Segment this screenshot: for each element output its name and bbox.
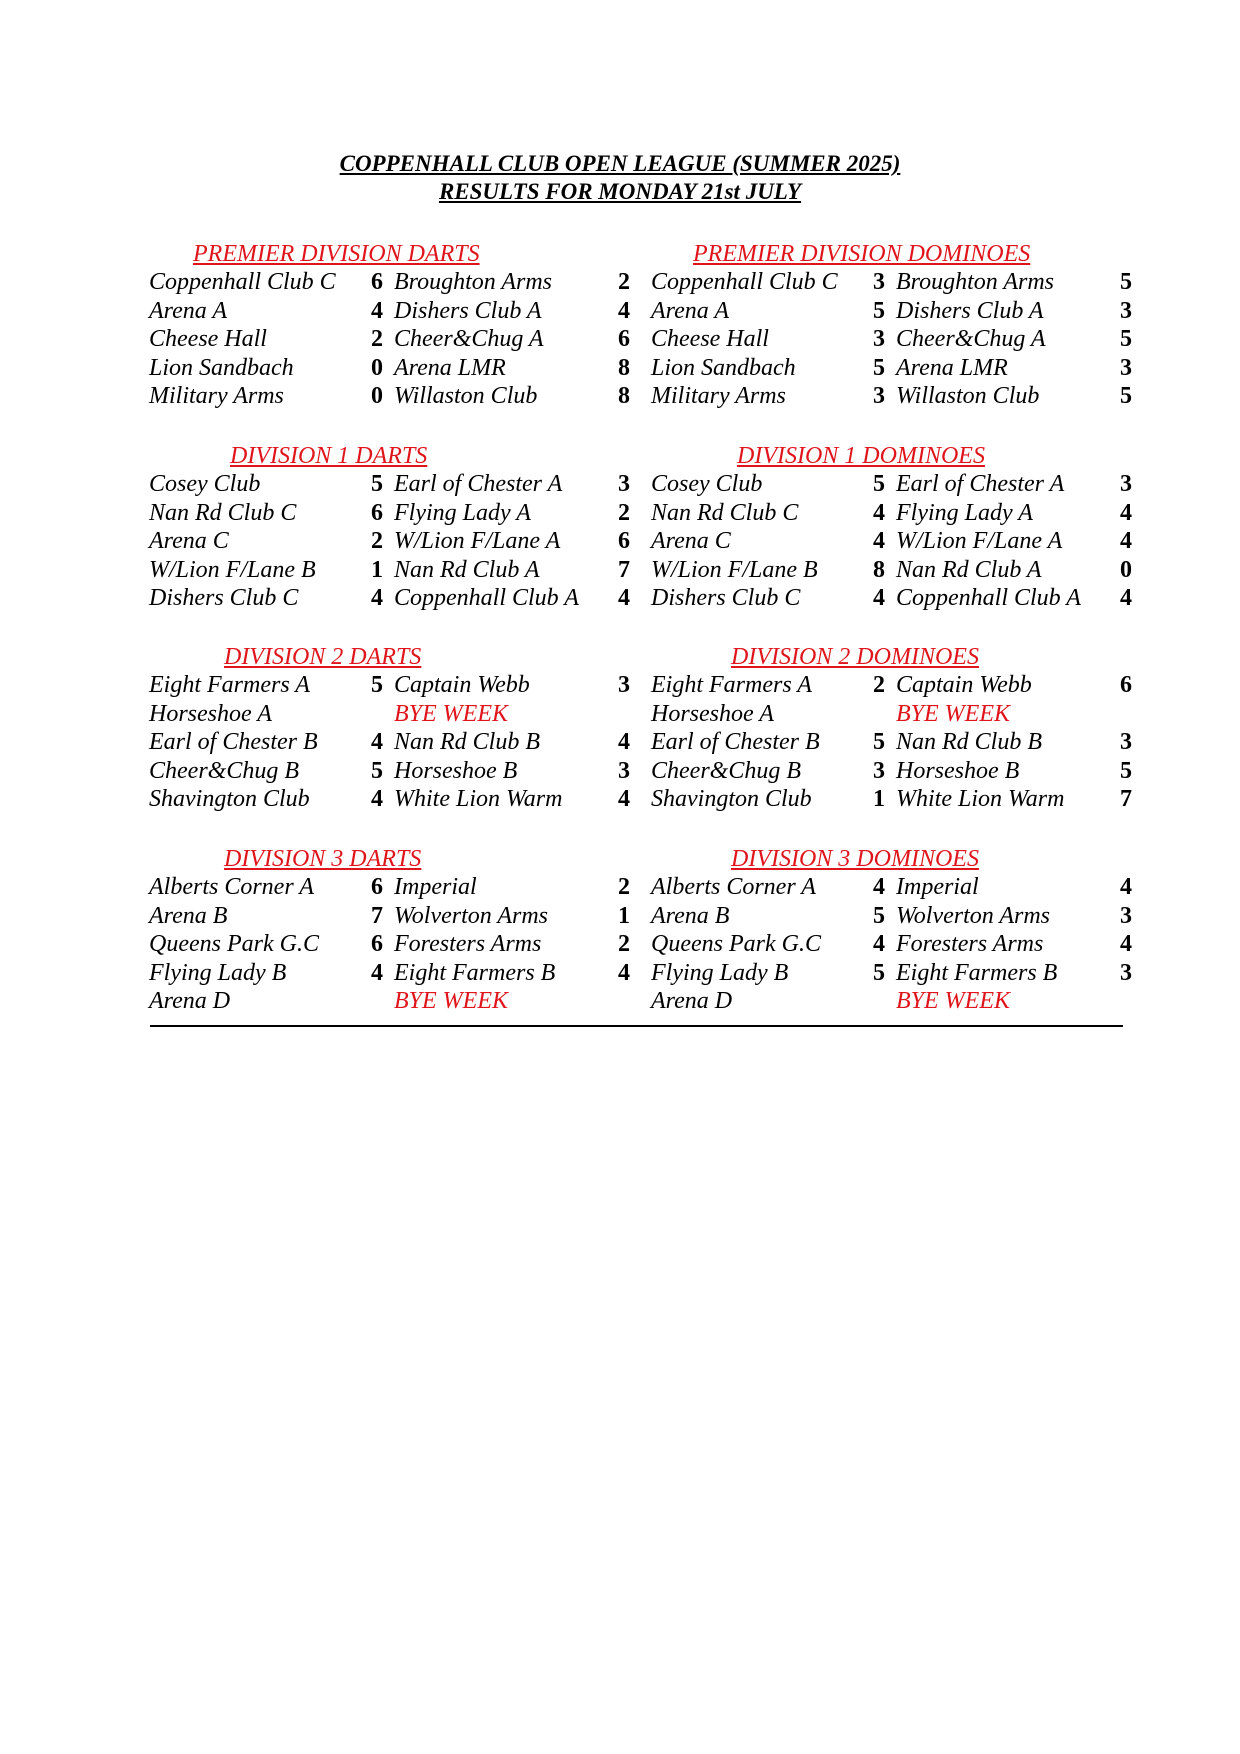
home-score: 3 [873, 269, 885, 295]
fixture-row [149, 959, 639, 988]
fixture-row [651, 700, 1141, 729]
home-score: 1 [371, 556, 383, 583]
home-team: Arena C [651, 528, 731, 555]
away-score: 5 [1120, 757, 1132, 784]
home-team: Arena B [149, 902, 228, 929]
fixture-list [651, 268, 1141, 411]
fixture-row [651, 297, 1141, 326]
home-score: 6 [371, 499, 383, 526]
away-team: Nan Rd Club B [896, 729, 1043, 756]
fixture-row [149, 987, 639, 1016]
fixture-row [149, 527, 639, 556]
home-team: Cheer&Chug B [651, 757, 801, 784]
home-score: 4 [873, 585, 885, 612]
fixture-row [651, 959, 1141, 988]
away-score: 5 [1120, 383, 1132, 410]
home-team: Lion Sandbach [651, 354, 796, 381]
home-team: Earl of Chester B [651, 729, 820, 756]
away-score: 6 [618, 326, 630, 353]
fixture-list [651, 470, 1141, 613]
home-score: 4 [873, 931, 885, 958]
home-team: Eight Farmers A [149, 672, 310, 698]
darts-division-heading: DIVISION 3 DARTS [224, 846, 422, 872]
away-team: Wolverton Arms [896, 902, 1051, 929]
fixture-row [651, 556, 1141, 585]
fixture-row [651, 325, 1141, 354]
fixture-row [149, 470, 639, 499]
away-score: 4 [1120, 499, 1132, 526]
home-team: W/Lion F/Lane B [149, 556, 316, 583]
home-team: Queens Park G.C [149, 931, 319, 958]
fixture-list [651, 671, 1141, 814]
home-score: 6 [371, 269, 383, 295]
away-score: 2 [618, 499, 630, 526]
fixture-row [149, 671, 639, 700]
home-score: 4 [371, 729, 383, 756]
away-team: White Lion Warm [896, 786, 1065, 813]
home-score: 5 [873, 354, 885, 381]
darts-division-heading: DIVISION 2 DARTS [224, 644, 422, 670]
away-score: 8 [618, 383, 630, 410]
away-team: Cheer&Chug A [394, 326, 544, 353]
away-score: 7 [1120, 786, 1132, 813]
away-score: 4 [618, 297, 630, 324]
away-score: 7 [618, 556, 630, 583]
away-score: 4 [618, 729, 630, 756]
fixture-row [651, 987, 1141, 1016]
away-team: Earl of Chester A [394, 471, 563, 497]
away-team: Coppenhall Club A [394, 585, 579, 612]
away-team: White Lion Warm [394, 786, 563, 813]
fixture-row [651, 757, 1141, 786]
away-score: 3 [1120, 354, 1132, 381]
home-score: 2 [371, 326, 383, 353]
fixture-row [651, 902, 1141, 931]
away-team: Nan Rd Club A [896, 556, 1042, 583]
home-team: Alberts Corner A [651, 874, 816, 900]
fixture-row [149, 382, 639, 411]
home-score: 4 [873, 499, 885, 526]
bye-week-label: BYE WEEK [394, 988, 508, 1015]
fixture-list [651, 873, 1141, 1016]
home-team: Arena D [149, 988, 231, 1015]
home-score: 4 [873, 874, 885, 900]
home-team: Cosey Club [651, 471, 763, 497]
home-team: Arena D [651, 988, 733, 1015]
fixture-row [651, 470, 1141, 499]
fixture-row [149, 354, 639, 383]
fixture-row [149, 930, 639, 959]
fixture-row [651, 584, 1141, 613]
away-score: 3 [1120, 902, 1132, 929]
home-team: Dishers Club C [651, 585, 801, 612]
fixture-row [651, 873, 1141, 902]
away-team: Willaston Club [896, 383, 1040, 410]
away-team: W/Lion F/Lane A [896, 528, 1063, 555]
away-score: 3 [618, 757, 630, 784]
away-team: Broughton Arms [896, 269, 1055, 295]
away-team: Broughton Arms [394, 269, 553, 295]
fixture-list [149, 873, 639, 1016]
away-team: Earl of Chester A [896, 471, 1065, 497]
home-score: 5 [873, 902, 885, 929]
home-score: 3 [873, 757, 885, 784]
home-team: Arena A [651, 297, 729, 324]
away-score: 2 [618, 269, 630, 295]
fixture-row [149, 728, 639, 757]
home-team: Alberts Corner A [149, 874, 314, 900]
away-team: W/Lion F/Lane A [394, 528, 561, 555]
away-team: Horseshoe B [896, 757, 1020, 784]
away-team: Flying Lady A [394, 499, 531, 526]
away-score: 1 [618, 902, 630, 929]
away-team: Coppenhall Club A [896, 585, 1081, 612]
away-score: 3 [1120, 297, 1132, 324]
home-score: 0 [371, 383, 383, 410]
home-team: Cheese Hall [149, 326, 267, 353]
bye-week-label: BYE WEEK [896, 988, 1010, 1015]
away-score: 2 [618, 874, 630, 900]
fixture-list [149, 470, 639, 613]
away-score: 4 [1120, 585, 1132, 612]
fixture-list [149, 671, 639, 814]
home-team: Horseshoe A [651, 700, 774, 727]
page-subtitle: RESULTS FOR MONDAY 21st JULY [438, 179, 802, 204]
home-score: 2 [873, 672, 885, 698]
fixture-row [651, 930, 1141, 959]
home-score: 3 [873, 326, 885, 353]
home-score: 0 [371, 354, 383, 381]
away-score: 4 [1120, 874, 1132, 900]
away-team: Dishers Club A [394, 297, 542, 324]
away-team: Cheer&Chug A [896, 326, 1046, 353]
away-score: 6 [618, 528, 630, 555]
home-team: Flying Lady B [651, 959, 789, 986]
bye-week-label: BYE WEEK [896, 700, 1010, 727]
away-score: 6 [1120, 672, 1132, 698]
away-team: Dishers Club A [896, 297, 1044, 324]
dominoes-division-heading: DIVISION 2 DOMINOES [731, 644, 979, 670]
fixture-row [651, 785, 1141, 814]
home-team: Queens Park G.C [651, 931, 821, 958]
dominoes-division-heading: PREMIER DIVISION DOMINOES [693, 241, 1031, 267]
fixture-row [149, 902, 639, 931]
fixture-row [651, 382, 1141, 411]
fixture-row [651, 268, 1141, 297]
away-team: Foresters Arms [394, 931, 542, 958]
fixture-row [149, 297, 639, 326]
away-score: 3 [1120, 959, 1132, 986]
away-score: 3 [618, 471, 630, 497]
fixture-row [651, 671, 1141, 700]
fixture-row [651, 728, 1141, 757]
home-team: Arena B [651, 902, 730, 929]
away-team: Imperial [896, 874, 979, 900]
fixture-row [149, 499, 639, 528]
fixture-row [149, 584, 639, 613]
home-score: 4 [371, 297, 383, 324]
away-team: Nan Rd Club B [394, 729, 541, 756]
home-score: 5 [371, 471, 383, 497]
home-score: 6 [371, 874, 383, 900]
home-team: Military Arms [149, 383, 284, 410]
fixture-row [149, 700, 639, 729]
home-score: 5 [873, 959, 885, 986]
away-score: 5 [1120, 269, 1132, 295]
home-team: Coppenhall Club C [149, 269, 336, 295]
away-score: 0 [1120, 556, 1132, 583]
fixture-row [149, 556, 639, 585]
away-score: 3 [1120, 729, 1132, 756]
fixture-row [651, 527, 1141, 556]
bye-week-label: BYE WEEK [394, 700, 508, 727]
home-score: 2 [371, 528, 383, 555]
away-score: 3 [618, 672, 630, 698]
home-team: Horseshoe A [149, 700, 272, 727]
darts-division-heading: DIVISION 1 DARTS [230, 443, 428, 469]
page-title: COPPENHALL CLUB OPEN LEAGUE (SUMMER 2025) [339, 151, 901, 176]
home-score: 4 [371, 585, 383, 612]
away-team: Captain Webb [896, 672, 1032, 698]
bottom-rule [150, 1025, 1123, 1027]
home-team: Shavington Club [651, 786, 812, 813]
home-team: Earl of Chester B [149, 729, 318, 756]
home-team: Lion Sandbach [149, 354, 294, 381]
away-score: 5 [1120, 326, 1132, 353]
away-team: Horseshoe B [394, 757, 518, 784]
away-score: 8 [618, 354, 630, 381]
away-team: Arena LMR [896, 354, 1008, 381]
away-score: 4 [618, 959, 630, 986]
away-score: 4 [618, 786, 630, 813]
away-team: Wolverton Arms [394, 902, 549, 929]
home-team: Arena C [149, 528, 229, 555]
home-score: 1 [873, 786, 885, 813]
home-score: 4 [873, 528, 885, 555]
home-team: Cosey Club [149, 471, 261, 497]
away-team: Flying Lady A [896, 499, 1033, 526]
away-team: Nan Rd Club A [394, 556, 540, 583]
home-team: W/Lion F/Lane B [651, 556, 818, 583]
away-score: 3 [1120, 471, 1132, 497]
home-score: 5 [873, 471, 885, 497]
away-team: Captain Webb [394, 672, 530, 698]
home-score: 5 [371, 672, 383, 698]
away-score: 4 [1120, 931, 1132, 958]
away-team: Eight Farmers B [896, 959, 1058, 986]
away-score: 4 [618, 585, 630, 612]
dominoes-division-heading: DIVISION 3 DOMINOES [731, 846, 979, 872]
away-team: Foresters Arms [896, 931, 1044, 958]
fixture-row [149, 268, 639, 297]
away-score: 2 [618, 931, 630, 958]
away-team: Eight Farmers B [394, 959, 556, 986]
home-score: 7 [371, 902, 383, 929]
fixture-row [149, 757, 639, 786]
home-score: 4 [371, 786, 383, 813]
home-team: Flying Lady B [149, 959, 287, 986]
away-team: Arena LMR [394, 354, 506, 381]
home-team: Coppenhall Club C [651, 269, 838, 295]
home-team: Eight Farmers A [651, 672, 812, 698]
home-score: 5 [873, 729, 885, 756]
home-score: 3 [873, 383, 885, 410]
home-score: 8 [873, 556, 885, 583]
home-team: Nan Rd Club C [651, 499, 799, 526]
home-score: 5 [873, 297, 885, 324]
fixture-row [149, 785, 639, 814]
fixture-list [149, 268, 639, 411]
darts-division-heading: PREMIER DIVISION DARTS [193, 241, 480, 267]
home-score: 5 [371, 757, 383, 784]
fixture-row [149, 325, 639, 354]
home-team: Shavington Club [149, 786, 310, 813]
fixture-row [651, 354, 1141, 383]
fixture-row [149, 873, 639, 902]
home-team: Nan Rd Club C [149, 499, 297, 526]
home-score: 4 [371, 959, 383, 986]
away-team: Imperial [394, 874, 477, 900]
fixture-row [651, 499, 1141, 528]
home-team: Dishers Club C [149, 585, 299, 612]
away-score: 4 [1120, 528, 1132, 555]
home-team: Cheese Hall [651, 326, 769, 353]
home-team: Arena A [149, 297, 227, 324]
dominoes-division-heading: DIVISION 1 DOMINOES [737, 443, 985, 469]
away-team: Willaston Club [394, 383, 538, 410]
home-score: 6 [371, 931, 383, 958]
home-team: Cheer&Chug B [149, 757, 299, 784]
home-team: Military Arms [651, 383, 786, 410]
